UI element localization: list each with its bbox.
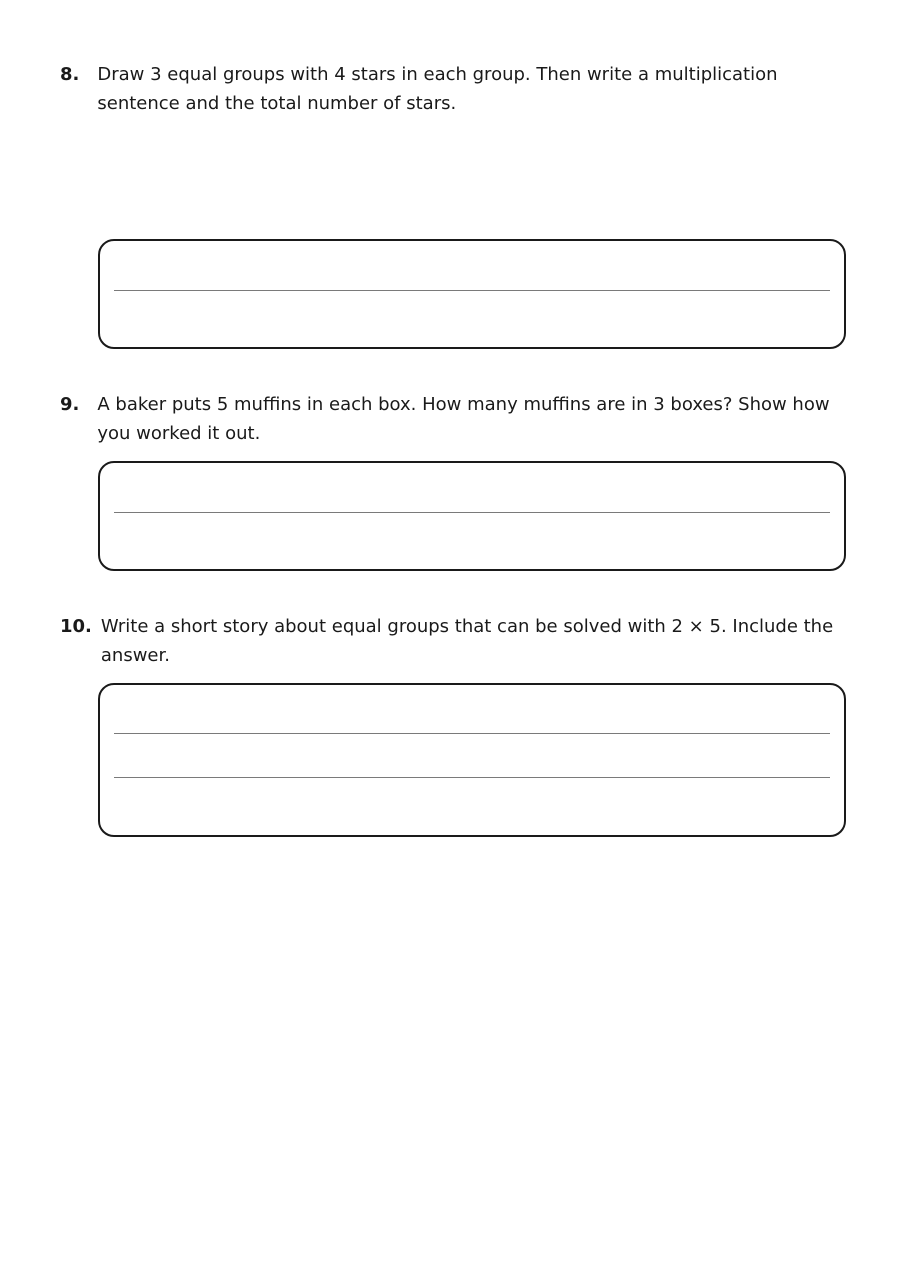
question-text: Draw 3 equal groups with 4 stars in each group. Then write a multiplication sentence and the total number of stars. <box>97 64 778 114</box>
question-row <box>60 612 850 670</box>
question-text: A baker puts 5 muffins in each box. How many muffins are in 3 boxes? Show how you worked it out. <box>97 394 830 444</box>
question-8 <box>60 60 850 118</box>
answer-line <box>114 290 830 291</box>
answer-box-10[interactable] <box>98 683 846 837</box>
question-row <box>60 60 850 118</box>
question-number: 9. <box>60 394 80 415</box>
question-9 <box>60 390 850 448</box>
answer-box-8[interactable] <box>98 239 846 349</box>
question-number: 10. <box>60 616 92 637</box>
question-text: Write a short story about equal groups that can be solved with 2 × 5. Include the answer. <box>100 616 834 666</box>
question-row <box>60 390 850 448</box>
answer-line <box>114 512 830 513</box>
answer-line <box>114 733 830 734</box>
question-number: 8. <box>60 64 80 85</box>
answer-box-9[interactable] <box>98 461 846 571</box>
question-10 <box>60 612 850 670</box>
answer-line <box>114 777 830 778</box>
